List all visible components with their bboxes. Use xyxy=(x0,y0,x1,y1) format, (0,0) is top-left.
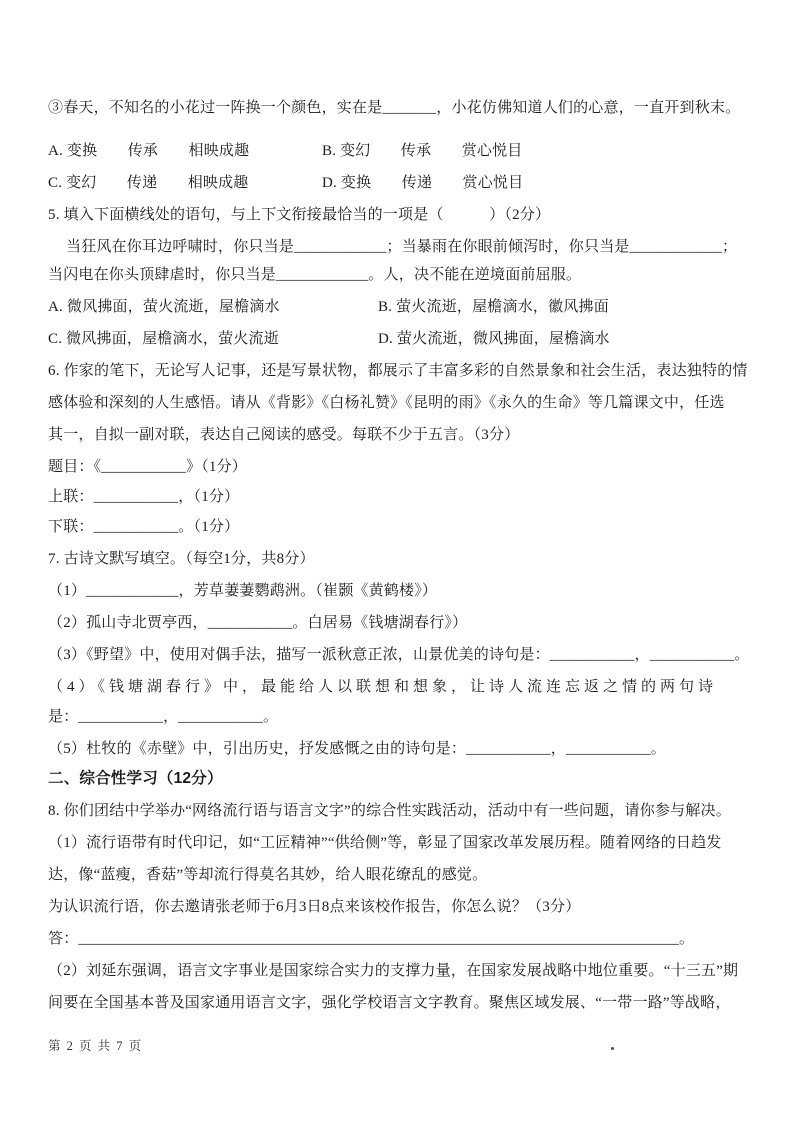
q6-lower-couplet-blank: 下联：___________。（1分） xyxy=(48,519,240,535)
option-column-right: D. 萤火流逝，微风拂面，屋檐滴水 xyxy=(378,331,610,347)
q6-stem-line-3: 其一，自拟一副对联，表达自己阅读的感受。每联不少于五言。（3分） xyxy=(48,427,520,443)
q7-stem: 7. 古诗文默写填空。（每空1分，共8分） xyxy=(48,551,315,567)
option-column-left: C. 微风拂面，屋檐滴水，萤火流逝 xyxy=(48,331,279,347)
q8-part-1-line-1: （1）流行语带有时代印记，如“工匠精神”“供给侧”等，彰显了国家改革发展历程。随着网络的日趋发 xyxy=(48,835,722,851)
q8-part-1-question: 为认识流行语，你去邀请张老师于6月3日8点来该校作报告，你怎么说？（3分） xyxy=(48,899,581,915)
q8-part-1-line-2: 达，像“蓝瘦，香菇”等却流行得莫名其妙，给人眼花缭乱的感觉。 xyxy=(48,867,488,883)
stray-dot-mark xyxy=(611,1047,614,1050)
q4-options-row-ab xyxy=(48,135,762,167)
q3-item-3-stem: ③春天，不知名的小花过一阵换一个颜色，实在是_______，小花仿佛知道人们的心意，一直开到秋末。 xyxy=(48,100,741,116)
q8-part-2-line-1: （2）刘延东强调，语言文字事业是国家综合实力的支撑力量，在国家发展战略中地位重要。“十三五”期 xyxy=(48,963,739,979)
option-column-right: B. 变幻 传承 赏心悦目 xyxy=(322,143,523,159)
option-column-right: B. 萤火流逝，屋檐滴水，徽风拂面 xyxy=(378,299,609,315)
q7-item-4-line-1: （4）《钱塘湖春行》中，最能给人以联想和想象，让诗人流连忘返之情的两句诗 xyxy=(48,679,718,695)
section-2-header: 二、综合性学习（12分） xyxy=(48,770,223,787)
document-body xyxy=(48,92,762,1019)
option-column-left: C. 变幻 传递 相映成趣 xyxy=(48,175,249,191)
q8-stem: 8. 你们团结中学举办“网络流行语与语言文字”的综合性实践活动，活动中有一些问题，请你参与解决。 xyxy=(48,803,731,819)
page-number: 第 2 页 共 7 页 xyxy=(48,1039,143,1053)
q5-options-row-cd xyxy=(48,323,762,355)
option-column-left: A. 变换 传承 相映成趣 xyxy=(48,143,250,159)
q7-item-4-line-2: 是：___________，___________。 xyxy=(48,709,279,725)
q7-item-3: （3）《野望》中，使用对偶手法，描写一派秋意正浓，山景优美的诗句是：___________，___________。 xyxy=(48,647,750,663)
q7-item-5: （5）杜牧的《赤壁》中，引出历史，抒发感慨之由的诗句是：___________，___________。 xyxy=(48,741,666,757)
q6-stem-line-2: 感体验和深刻的人生感悟。请从《背影》《白杨礼赞》《昆明的雨》《永久的生命》等几篇课文中，任选 xyxy=(48,395,725,411)
q4-options-row-cd xyxy=(48,167,762,199)
option-column-right: D. 变换 传递 赏心悦目 xyxy=(322,175,524,191)
q5-passage-line-2: 当闪电在你头顶肆虐时，你只当是____________。人，决不能在逆境面前屈服。 xyxy=(48,267,582,283)
q6-stem-line-1: 6. 作家的笔下，无论写人记事，还是写景状物，都展示了丰富多彩的自然景象和社会生活，表达独特的情 xyxy=(48,363,748,379)
q8-answer-blank: 答：______________________________________________________________________________。 xyxy=(48,931,695,947)
q8-part-2-line-2: 间要在全国基本普及国家通用语言文字，强化学校语言文字教育。聚焦区域发展、“一带一路”等战略， xyxy=(48,995,731,1011)
q5-options-row-ab xyxy=(48,291,762,323)
option-column-left: A. 微风拂面，萤火流逝，屋檐滴水 xyxy=(48,299,280,315)
q5-passage-line-1: 当狂风在你耳边呼啸时，你只当是____________；当暴雨在你眼前倾泻时，你只当是____________； xyxy=(66,239,738,255)
q6-title-blank: 题目：《___________》（1分） xyxy=(48,459,248,475)
q7-item-1: （1）____________，芳草萋萋鹦鹉洲。（崔颢《黄鹤楼》） xyxy=(48,583,438,599)
q6-upper-couplet-blank: 上联：___________，（1分） xyxy=(48,489,240,505)
q5-stem: 5. 填入下面横线处的语句，与上下文衔接最恰当的一项是（ ）（2分） xyxy=(48,207,551,223)
q7-item-2: （2）孤山寺北贾亭西，___________。白居易《钱塘湖春行》） xyxy=(48,615,468,631)
